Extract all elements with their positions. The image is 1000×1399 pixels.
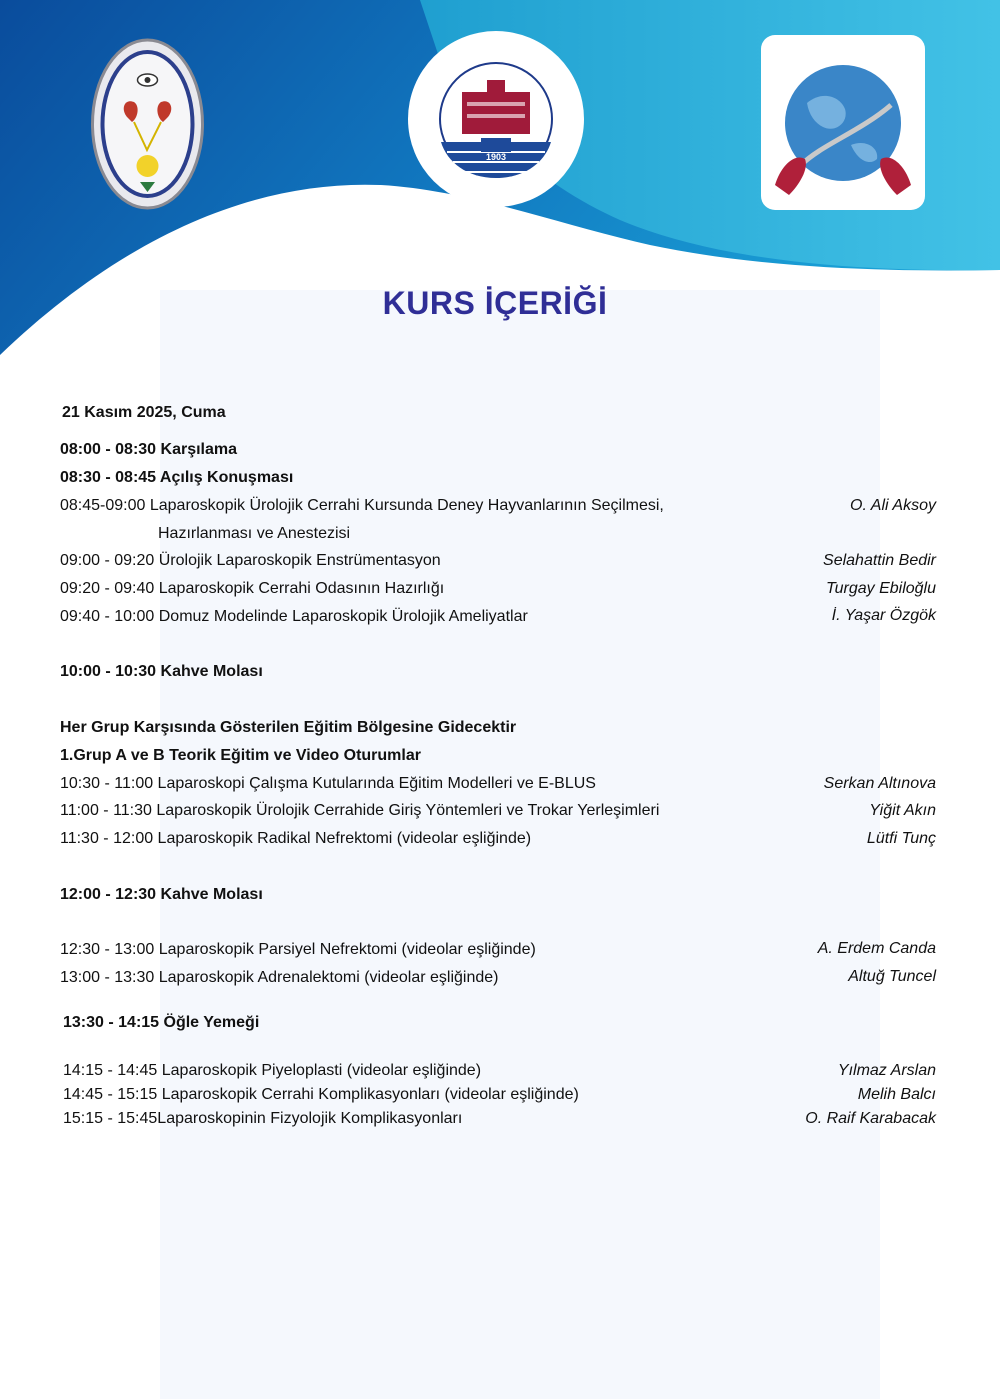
speaker-name: İ. Yaşar Özgök bbox=[831, 607, 936, 624]
schedule-row: 12:30 - 13:00 Laparoskopik Parsiyel Nefrektomi (videolar eşliğinde) bbox=[60, 941, 536, 958]
speaker-name: A. Erdem Canda bbox=[817, 940, 936, 957]
center-logo-year: 1903 bbox=[485, 152, 507, 162]
schedule-row: 14:15 - 14:45 Laparoskopik Piyeloplasti (videolar eşliğinde) bbox=[63, 1062, 482, 1079]
schedule-row: 09:40 - 10:00 Domuz Modelinde Laparoskopik Ürolojik Ameliyatlar bbox=[60, 608, 528, 625]
saglik-bilimleri-universitesi-logo bbox=[407, 30, 585, 208]
speaker-name: Yılmaz Arslan bbox=[837, 1062, 936, 1079]
schedule-row-continuation: Hazırlanması ve Anestezisi bbox=[158, 525, 351, 542]
break-row: 13:30 - 14:15 Öğle Yemeği bbox=[63, 1014, 260, 1031]
section-heading: 1.Grup A ve B Teorik Eğitim ve Video Oturumlar bbox=[60, 747, 421, 764]
schedule-row: 13:00 - 13:30 Laparoskopik Adrenalektomi (videolar eşliğinde) bbox=[60, 969, 499, 986]
schedule-row: 11:30 - 12:00 Laparoskopik Radikal Nefrektomi (videolar eşliğinde) bbox=[60, 830, 532, 847]
page-title: KURS İÇERİĞİ bbox=[382, 285, 608, 321]
schedule-row: 14:45 - 15:15 Laparoskopik Cerrahi Komplikasyonları (videolar eşliğinde) bbox=[63, 1086, 579, 1103]
schedule-row: 10:30 - 11:00 Laparoskopi Çalışma Kutularında Eğitim Modelleri ve E-BLUS bbox=[60, 775, 596, 792]
speaker-name: Melih Balcı bbox=[857, 1086, 936, 1103]
break-row: 10:00 - 10:30 Kahve Molası bbox=[60, 663, 263, 680]
schedule-row: 08:30 - 08:45 Açılış Konuşması bbox=[60, 469, 294, 486]
speaker-name: Turgay Ebiloğlu bbox=[826, 580, 936, 597]
break-row: 12:00 - 12:30 Kahve Molası bbox=[60, 886, 263, 903]
speaker-name: O. Raif Karabacak bbox=[805, 1110, 936, 1127]
speaker-name: Yiğit Akın bbox=[869, 802, 936, 819]
speaker-name: Serkan Altınova bbox=[823, 775, 936, 792]
schedule-row: 08:45-09:00 Laparoskopik Ürolojik Cerrahi Kursunda Deney Hayvanlarının Seçilmesi, bbox=[60, 497, 664, 514]
schedule-row: 09:20 - 09:40 Laparoskopik Cerrahi Odasının Hazırlığı bbox=[60, 580, 445, 597]
date-heading: 21 Kasım 2025, Cuma bbox=[62, 404, 226, 421]
speaker-name: Altuğ Tuncel bbox=[848, 968, 936, 985]
turk-uroloji-logo bbox=[90, 38, 205, 210]
schedule-row: 08:00 - 08:30 Karşılama bbox=[60, 441, 237, 458]
speaker-name: O. Ali Aksoy bbox=[850, 497, 936, 514]
speaker-name: Lütfi Tunç bbox=[866, 830, 936, 847]
schedule-row: 09:00 - 09:20 Ürolojik Laparoskopik Enstrümentasyon bbox=[60, 552, 441, 569]
international-laparoscopy-robotic-surgery-association-logo bbox=[761, 35, 925, 210]
schedule-row: 15:15 - 15:45Laparoskopinin Fizyolojik Komplikasyonları bbox=[63, 1110, 463, 1127]
speaker-name: Selahattin Bedir bbox=[823, 552, 936, 569]
schedule-row: 11:00 - 11:30 Laparoskopik Ürolojik Cerrahide Giriş Yöntemleri ve Trokar Yerleşimleri bbox=[60, 802, 660, 819]
section-note: Her Grup Karşısında Gösterilen Eğitim Bölgesine Gidecektir bbox=[60, 719, 517, 736]
